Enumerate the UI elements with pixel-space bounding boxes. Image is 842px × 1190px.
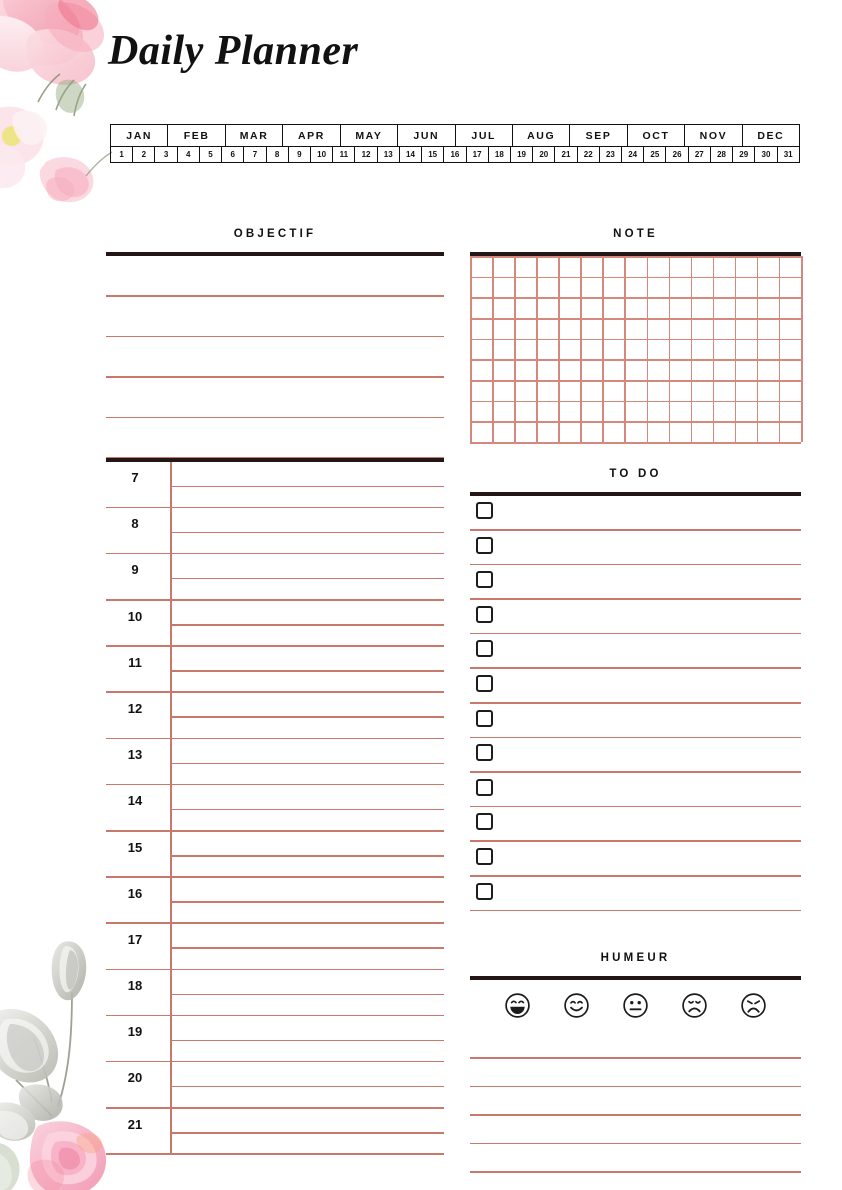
schedule-hour-row[interactable] — [106, 462, 444, 508]
schedule-hour-row[interactable] — [106, 554, 444, 600]
objectif-line[interactable] — [106, 295, 444, 297]
calendar-day-16[interactable]: 16 — [444, 147, 466, 163]
calendar-month-dec[interactable]: DEC — [757, 129, 785, 142]
schedule-hour-line[interactable] — [172, 1040, 444, 1042]
mood-happy-icon[interactable] — [563, 992, 590, 1019]
schedule-hour-line[interactable] — [172, 486, 444, 488]
todo-item[interactable] — [470, 773, 801, 808]
todo-checkbox[interactable] — [476, 813, 493, 830]
schedule-hour-line[interactable] — [172, 716, 444, 718]
humeur-line[interactable] — [470, 1086, 801, 1088]
schedule-hour-row[interactable] — [106, 739, 444, 785]
calendar-day-15[interactable]: 15 — [422, 147, 444, 163]
todo-item[interactable] — [470, 600, 801, 635]
calendar-day-14[interactable]: 14 — [400, 147, 422, 163]
note-grid-hline — [470, 380, 801, 382]
calendar-month-jan[interactable]: JAN — [111, 125, 168, 146]
todo-checkbox[interactable] — [476, 502, 493, 519]
todo-checkbox[interactable] — [476, 606, 493, 623]
todo-item[interactable] — [470, 669, 801, 704]
calendar-day-11[interactable]: 11 — [333, 147, 355, 163]
calendar-day-26[interactable]: 26 — [666, 147, 688, 163]
humeur-line[interactable] — [470, 1171, 801, 1173]
calendar-month-row — [110, 124, 800, 147]
schedule-hour-row[interactable] — [106, 508, 444, 554]
schedule-hour-row[interactable] — [106, 647, 444, 693]
schedule-vertical-divider — [170, 462, 172, 1155]
calendar-month-feb[interactable]: FEB — [168, 125, 225, 146]
calendar-day-5[interactable]: 5 — [200, 147, 222, 163]
schedule-hour-line[interactable] — [172, 947, 444, 949]
note-grid-vline — [779, 256, 781, 442]
note-grid-vline — [669, 256, 671, 442]
schedule-hour-label-10: 10 — [127, 608, 143, 624]
calendar-day-17[interactable]: 17 — [467, 147, 489, 163]
note-grid-vline — [580, 256, 582, 442]
schedule-hour-label-16: 16 — [127, 885, 143, 901]
note-grid-vline — [691, 256, 693, 442]
schedule-hour-line[interactable] — [172, 578, 444, 580]
note-grid-hline — [470, 297, 801, 299]
note-grid-hline — [470, 359, 801, 361]
floral-decoration-bottom-left — [0, 930, 114, 1190]
calendar-day-29[interactable]: 29 — [733, 147, 755, 163]
schedule-hour-row[interactable] — [106, 832, 444, 878]
note-grid[interactable] — [470, 256, 801, 442]
todo-checkbox[interactable] — [476, 883, 493, 900]
calendar-day-6[interactable]: 6 — [222, 147, 244, 163]
calendar-day-13[interactable]: 13 — [378, 147, 400, 163]
mood-sad-icon[interactable] — [681, 992, 708, 1019]
calendar-day-18[interactable]: 18 — [489, 147, 511, 163]
todo-item[interactable] — [470, 496, 801, 531]
note-grid-hline — [470, 442, 801, 444]
todo-item[interactable] — [470, 807, 801, 842]
objectif-write-lines — [106, 295, 444, 459]
schedule-hour-row[interactable] — [106, 878, 444, 924]
mood-neutral-icon[interactable] — [622, 992, 649, 1019]
schedule-body — [106, 462, 444, 1155]
hourly-schedule-section — [106, 458, 444, 1155]
calendar-day-31[interactable]: 31 — [783, 150, 793, 159]
schedule-hour-label-13: 13 — [127, 747, 143, 763]
todo-checkbox[interactable] — [476, 744, 493, 761]
schedule-hour-row[interactable] — [106, 970, 444, 1016]
humeur-line[interactable] — [470, 1143, 801, 1145]
schedule-hour-line[interactable] — [172, 809, 444, 811]
todo-checkbox[interactable] — [476, 848, 493, 865]
schedule-hour-line[interactable] — [172, 901, 444, 903]
calendar-day-20[interactable]: 20 — [533, 147, 555, 163]
note-grid-vline — [735, 256, 737, 442]
humeur-section — [470, 952, 801, 1173]
schedule-hour-row[interactable] — [106, 1109, 444, 1155]
humeur-line[interactable] — [470, 1057, 801, 1059]
calendar-month-apr[interactable]: APR — [283, 125, 340, 146]
note-grid-vline — [647, 256, 649, 442]
calendar-day-27[interactable]: 27 — [689, 147, 711, 163]
calendar-month-oct[interactable]: OCT — [628, 125, 685, 146]
note-grid-hline — [470, 401, 801, 403]
todo-checkbox[interactable] — [476, 779, 493, 796]
calendar-day-25[interactable]: 25 — [644, 147, 666, 163]
floral-decoration-top-left — [0, 0, 120, 209]
note-grid-vline — [713, 256, 715, 442]
calendar-day-24[interactable]: 24 — [622, 147, 644, 163]
calendar-day-10[interactable]: 10 — [311, 147, 333, 163]
note-grid-vline — [801, 256, 803, 442]
calendar-day-7[interactable]: 7 — [244, 147, 266, 163]
calendar-day-21[interactable]: 21 — [555, 147, 577, 163]
objectif-line[interactable] — [106, 336, 444, 338]
schedule-hour-label-9: 9 — [131, 562, 139, 578]
objectif-line[interactable] — [106, 376, 444, 378]
note-grid-vline — [602, 256, 604, 442]
schedule-hour-row[interactable] — [106, 785, 444, 831]
schedule-hour-label-14: 14 — [127, 793, 143, 809]
todo-item[interactable] — [470, 634, 801, 669]
todo-checkbox[interactable] — [476, 675, 493, 692]
humeur-line[interactable] — [470, 1114, 801, 1116]
schedule-hour-label-15: 15 — [127, 839, 143, 855]
schedule-hour-row[interactable] — [106, 601, 444, 647]
objectif-title: OBJECTIF — [233, 228, 317, 240]
mood-very-sad-icon[interactable] — [740, 992, 767, 1019]
calendar-month-jun[interactable]: JUN — [398, 125, 455, 146]
note-grid-hline — [470, 339, 801, 341]
todo-checkbox[interactable] — [476, 537, 493, 554]
calendar-strip — [110, 124, 800, 163]
calendar-month-sep[interactable]: SEP — [570, 125, 627, 146]
calendar-day-22[interactable]: 22 — [578, 147, 600, 163]
schedule-hour-label-18: 18 — [127, 978, 143, 994]
todo-item[interactable] — [470, 531, 801, 566]
schedule-hour-line[interactable] — [172, 1086, 444, 1088]
mood-selector-row — [470, 980, 801, 1030]
schedule-hour-label-19: 19 — [127, 1024, 143, 1040]
todo-write-line[interactable] — [470, 910, 801, 912]
todo-title: TO DO — [609, 468, 662, 480]
humeur-title: HUMEUR — [600, 952, 671, 964]
page-title: Daily Planner — [108, 28, 359, 74]
todo-item[interactable] — [470, 877, 801, 912]
calendar-month-nov[interactable]: NOV — [685, 125, 742, 146]
note-grid-hline — [470, 421, 801, 423]
calendar-day-23[interactable]: 23 — [600, 147, 622, 163]
note-title: NOTE — [613, 228, 658, 240]
todo-section — [470, 468, 801, 911]
schedule-hour-label-21: 21 — [127, 1116, 143, 1132]
schedule-half-hour-line[interactable] — [106, 1153, 444, 1155]
objectif-line[interactable] — [106, 417, 444, 419]
schedule-hour-line[interactable] — [172, 532, 444, 534]
note-grid-vline — [757, 256, 759, 442]
note-grid-vline — [492, 256, 494, 442]
note-section — [470, 228, 801, 442]
note-grid-hline — [470, 277, 801, 279]
calendar-day-row — [110, 147, 800, 164]
calendar-month-may[interactable]: MAY — [341, 125, 398, 146]
calendar-day-12[interactable]: 12 — [355, 147, 377, 163]
calendar-day-28[interactable]: 28 — [711, 147, 733, 163]
todo-checkbox[interactable] — [476, 710, 493, 727]
calendar-day-4[interactable]: 4 — [178, 147, 200, 163]
schedule-hour-label-7: 7 — [131, 470, 139, 485]
schedule-hour-label-17: 17 — [127, 931, 143, 947]
mood-very-happy-icon[interactable] — [504, 992, 531, 1019]
schedule-hour-line[interactable] — [172, 1132, 444, 1134]
calendar-day-9[interactable]: 9 — [289, 147, 311, 163]
calendar-day-19[interactable]: 19 — [511, 147, 533, 163]
calendar-month-jul[interactable]: JUL — [456, 125, 513, 146]
schedule-hour-row[interactable] — [106, 1062, 444, 1108]
humeur-write-lines — [470, 1057, 801, 1173]
todo-checkbox[interactable] — [476, 571, 493, 588]
schedule-hour-line[interactable] — [172, 670, 444, 672]
schedule-hour-row[interactable] — [106, 693, 444, 739]
note-grid-hline — [470, 256, 801, 258]
todo-item[interactable] — [470, 704, 801, 739]
calendar-day-3[interactable]: 3 — [155, 147, 177, 163]
schedule-hour-line[interactable] — [172, 763, 444, 765]
schedule-hour-line[interactable] — [172, 994, 444, 996]
calendar-day-1[interactable]: 1 — [111, 147, 133, 163]
schedule-hour-line[interactable] — [172, 855, 444, 857]
todo-list — [470, 496, 801, 911]
schedule-hour-label-11: 11 — [128, 654, 142, 670]
schedule-hour-label-12: 12 — [127, 700, 143, 716]
note-grid-vline — [624, 256, 626, 442]
schedule-hour-row[interactable] — [106, 924, 444, 970]
calendar-day-30[interactable]: 30 — [755, 147, 777, 163]
calendar-day-2[interactable]: 2 — [133, 147, 155, 163]
objectif-section — [106, 228, 444, 459]
calendar-day-8[interactable]: 8 — [267, 147, 289, 163]
note-grid-hline — [470, 318, 801, 320]
note-grid-vline — [536, 256, 538, 442]
objectif-heavy-rule — [106, 252, 444, 256]
todo-item[interactable] — [470, 565, 801, 600]
calendar-month-mar[interactable]: MAR — [226, 125, 283, 146]
schedule-hour-label-8: 8 — [131, 516, 139, 532]
schedule-hour-row[interactable] — [106, 1016, 444, 1062]
note-grid-vline — [514, 256, 516, 442]
note-grid-vline — [470, 256, 472, 442]
todo-checkbox[interactable] — [476, 640, 493, 657]
note-grid-vline — [558, 256, 560, 442]
todo-item[interactable] — [470, 842, 801, 877]
schedule-hour-line[interactable] — [172, 624, 444, 626]
calendar-month-aug[interactable]: AUG — [513, 125, 570, 146]
todo-item[interactable] — [470, 738, 801, 773]
schedule-hour-label-20: 20 — [127, 1070, 143, 1086]
